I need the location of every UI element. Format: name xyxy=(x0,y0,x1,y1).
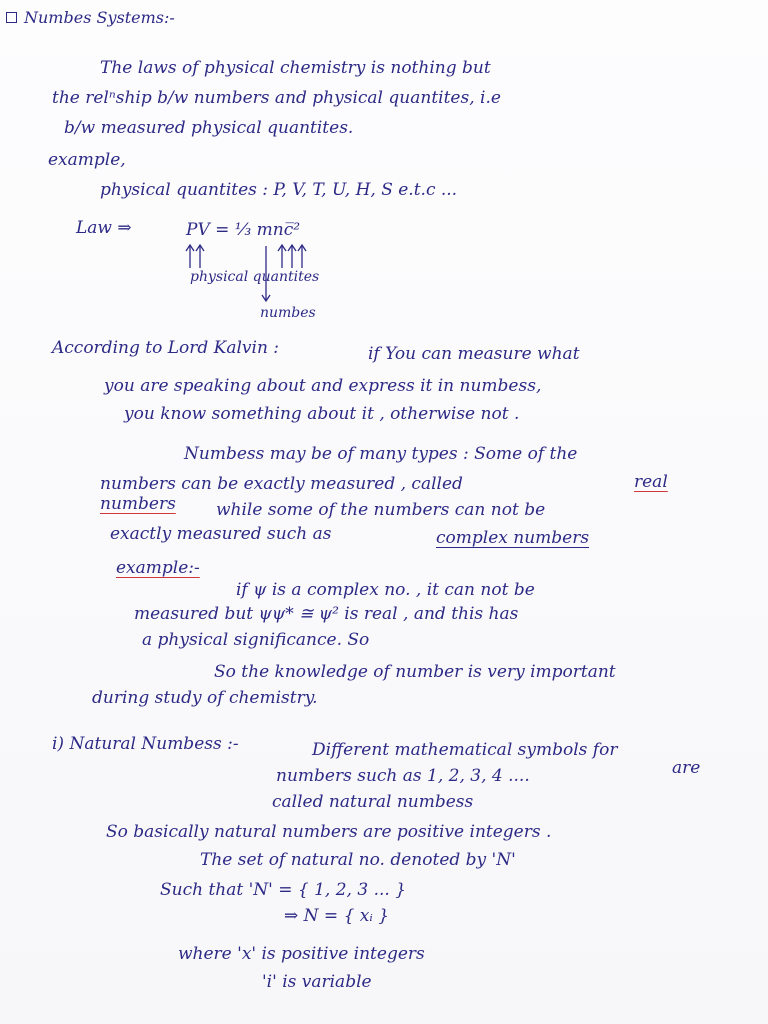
complex-numbers-term: complex numbers xyxy=(436,528,590,548)
kelvin-line2: you are speaking about and express it in numbess, xyxy=(104,376,542,396)
natural-line1: Different mathematical symbols for xyxy=(312,740,618,760)
natural-line3: called natural numbess xyxy=(272,792,474,812)
para1-line1: The laws of physical chemistry is nothing but xyxy=(100,58,491,78)
example2-line5: during study of chemistry. xyxy=(92,688,318,708)
numbers-note: numbes xyxy=(260,305,316,321)
kelvin-line1a: According to Lord Kalvin : xyxy=(52,338,280,358)
kelvin-line1b: if You can measure what xyxy=(368,344,580,364)
example2-line1: if ψ is a complex no. , it can not be xyxy=(236,580,535,600)
example2-line2: measured but ψψ* ≅ ψ² is real , and this has xyxy=(134,604,519,624)
example2-line3: a physical significance. So xyxy=(142,630,370,650)
law-label: Law ⇒ xyxy=(76,218,132,238)
para1-line3: b/w measured physical quantites. xyxy=(64,118,354,138)
natural-line7: ⇒ N = { xᵢ } xyxy=(284,906,390,926)
natural-line2a: numbers such as 1, 2, 3, 4 .... xyxy=(276,766,530,786)
formula-pv: PV = ⅓ mnc̅² xyxy=(186,220,301,240)
kelvin-line3: you know something about it , otherwise not . xyxy=(124,404,520,424)
example2-line4: So the knowledge of number is very important xyxy=(214,662,616,682)
real-numbers-term: real xyxy=(634,472,668,492)
natural-line5: The set of natural no. denoted by 'N' xyxy=(200,850,516,870)
types-line2a: numbers can be exactly measured , called xyxy=(100,474,463,494)
numbers-term: numbers xyxy=(100,494,176,514)
natural-line8: where 'x' is positive integers xyxy=(178,944,425,964)
physical-quantities-list: physical quantites : P, V, T, U, H, S e.t.c ... xyxy=(100,180,458,200)
types-line3b: while some of the numbers can not be xyxy=(216,500,546,520)
example-label: example, xyxy=(48,150,126,170)
natural-line9: 'i' is variable xyxy=(262,972,372,992)
natural-numbers-heading: i) Natural Numbess :- xyxy=(52,734,239,754)
natural-line6: Such that 'N' = { 1, 2, 3 ... } xyxy=(160,880,407,900)
physical-quantities-note: physical quantites xyxy=(190,269,320,285)
types-line1: Numbess may be of many types : Some of the xyxy=(184,444,578,464)
example2-label: example:- xyxy=(116,558,200,578)
para1-line2: the relⁿship b/w numbers and physical quantites, i.e xyxy=(52,88,501,108)
types-line4a: exactly measured such as xyxy=(110,524,332,544)
natural-line4: So basically natural numbers are positive integers . xyxy=(106,822,552,842)
natural-line2b: are xyxy=(672,758,701,778)
page-title: Numbes Systems:- xyxy=(24,8,175,27)
